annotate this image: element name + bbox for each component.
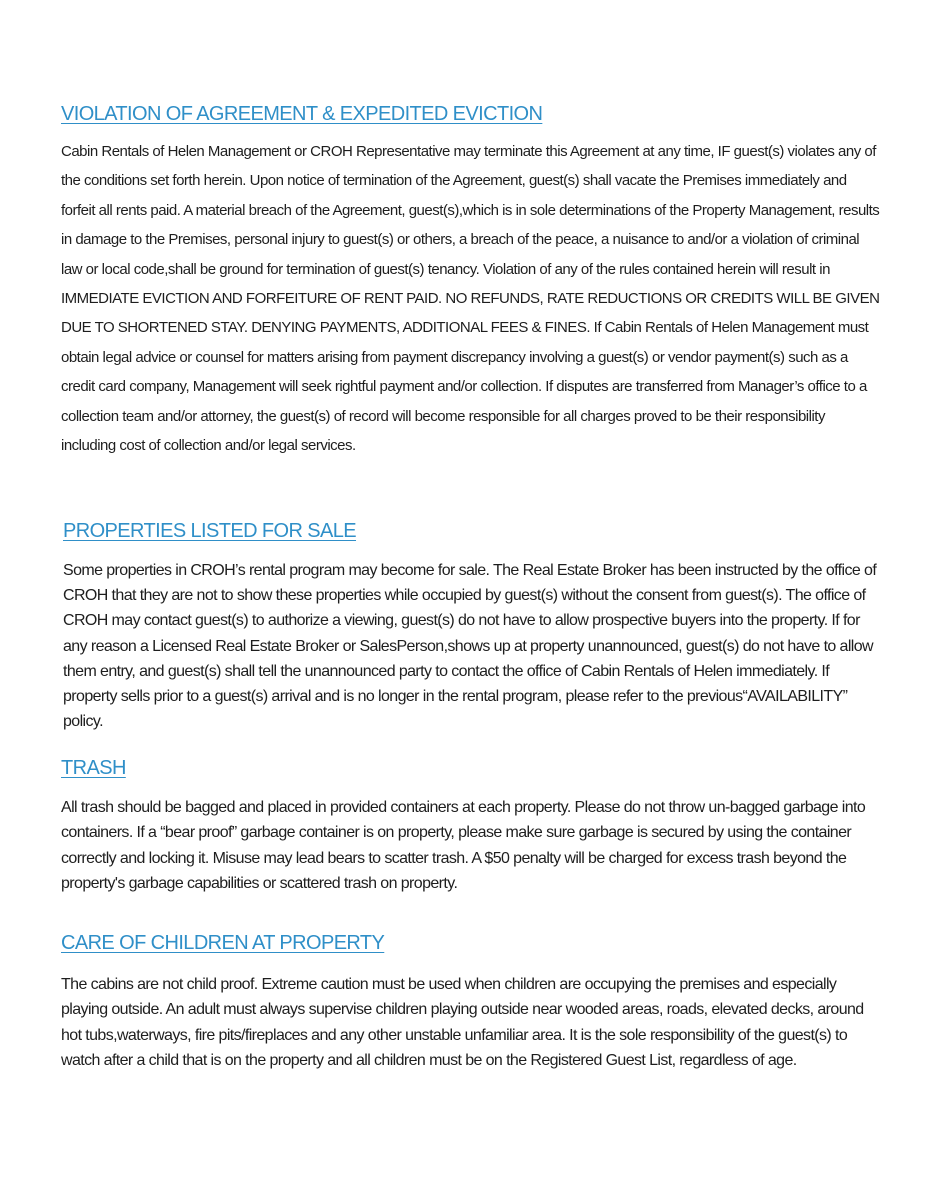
section-violation-of-agreement: [61, 101, 881, 460]
section-heading: CARE OF CHILDREN AT PROPERTY: [61, 932, 385, 954]
section-trash: [61, 755, 881, 897]
section-body: Cabin Rentals of Helen Management or CROH Representative may terminate this Agreement at any time, IF guest(s) violates any of the conditions set forth herein. Upon notice of termination of the Agreement, guest(s) shall vacate the Premises immediately and forfeit all rents paid. A material breach of the Agreement, guest(s),which is in sole determinations of the Property Management, results in damage to the Premises, personal injury to guest(s) or others, a breach of the peace, a nuisance to and/or a violation of criminal law or local code,shall be ground for termination of guest(s) tenancy. Violation of any of the rules contained herein will result in IMMEDIATE EVICTION AND FORFEITURE OF RENT PAID. NO REFUNDS, RATE REDUCTIONS OR CREDITS WILL BE GIVEN DUE TO SHORTENED STAY. DENYING PAYMENTS, ADDITIONAL FEES & FINES. If Cabin Rentals of Helen Management must obtain legal advice or counsel for matters arising from payment discrepancy involving a guest(s) or vendor payment(s) such as a credit card company, Management will seek rightful payment and/or collection. If disputes are transferred from Manager’s office to a collection team and/or attorney, the guest(s) of record will become responsible for all charges proved to be their responsibility including cost of collection and/or legal services.: [61, 143, 880, 455]
section-body: The cabins are not child proof. Extreme caution must be used when children are occupying the premises and especially playing outside. An adult must always supervise children playing outside near wooded areas, roads, elevated decks, around hot tubs,waterways, fire pits/fireplaces and any other unstable unfamiliar area. It is the sole responsibility of the guest(s) to watch after a child that is on the property and all children must be on the Registered Guest List, regardless of age.: [61, 976, 864, 1070]
section-heading: TRASH: [61, 757, 126, 779]
section-heading: VIOLATION OF AGREEMENT & EXPEDITED EVICTION: [61, 103, 543, 125]
section-body: All trash should be bagged and placed in provided containers at each property. Please do not throw un-bagged garbage into containers. If a “bear proof” garbage container is on property, please make sure garbage is secured by using the container correctly and locking it. Misuse may lead bears to scatter trash. A $50 penalty will be charged for excess trash beyond the property's garbage capabilities or scattered trash on property.: [61, 799, 866, 893]
section-body: Some properties in CROH’s rental program may become for sale. The Real Estate Broker has been instructed by the office of CROH that they are not to show these properties while occupied by guest(s) without the consent from guest(s). The office of CROH may contact guest(s) to authorize a viewing, guest(s) do not have to allow prospective buyers into the property. If for any reason a Licensed Real Estate Broker or SalesPerson,shows up at property unannounced, guest(s) do not have to allow them entry, and guest(s) shall tell the unannounced party to contact the office of Cabin Rentals of Helen immediately. If property sells prior to a guest(s) arrival and is no longer in the rental program, please refer to the previous“AVAILABILITY” policy.: [63, 562, 877, 731]
section-care-of-children: [61, 930, 881, 1074]
section-heading: PROPERTIES LISTED FOR SALE: [63, 520, 357, 542]
section-properties-listed-for-sale: [63, 518, 881, 734]
